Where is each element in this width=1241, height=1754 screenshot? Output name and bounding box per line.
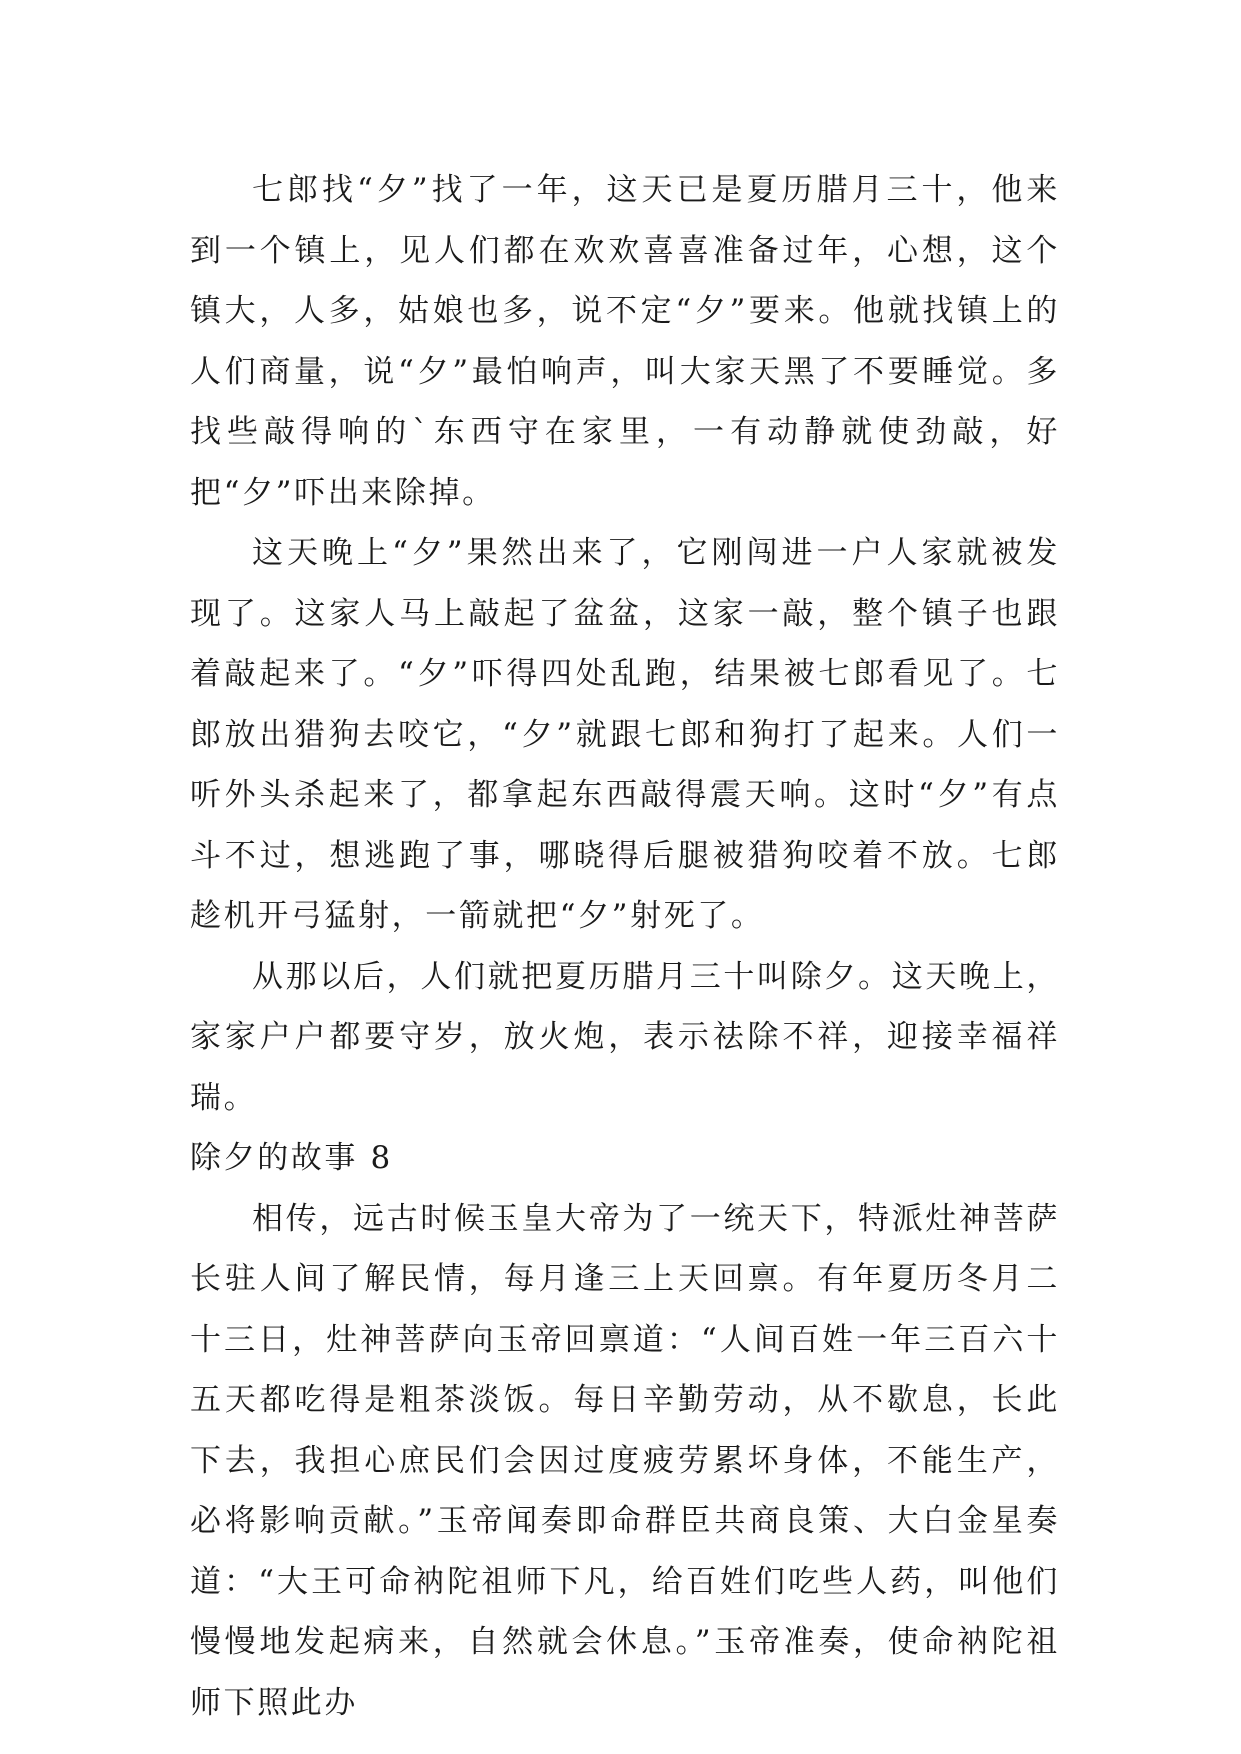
paragraph-legend-kitchen-god: 相传，远古时候玉皇大帝为了一统天下，特派灶神菩萨长驻人间了解民情，每月逢三上天回禀。有年夏历冬月二十三日，灶神菩萨向玉帝回禀道：“人间百姓一年三百六十五天都吃得是粗茶淡饭。每日辛勤劳动，从不歇息，长此下去，我担心庶民们会因过度疲劳累坏身体，不能生产，必将影响贡献。”玉帝闻奏即命群臣共商良策、大白金星奏道：“大王可命衲陀祖师下凡，给百姓们吃些人药，叫他们慢慢地发起病来，自然就会休息。”玉帝准奏，使命衲陀祖师下照此办 [190, 1200, 1060, 1721]
document-body [190, 160, 1060, 1733]
paragraph-qilang-search: 七郎找“夕”找了一年，这天已是夏历腊月三十，他来到一个镇上，见人们都在欢欢喜喜准备过年，心想，这个镇大，人多，姑娘也多，说不定“夕”要来。他就找镇上的人们商量，说“夕”最怕响声，叫大家天黑了不要睡觉。多找些敲得响的`东西守在家里，一有动静就使劲敲，好把“夕”吓出来除掉。 [190, 172, 1060, 511]
section-heading: 除夕的故事 8 [190, 1140, 393, 1176]
paragraph-nian-appears: 这天晚上“夕”果然出来了，它刚闯进一户人家就被发现了。这家人马上敲起了盆盆，这家一敲，整个镇子也跟着敲起来了。“夕”吓得四处乱跑，结果被七郎看见了。七郎放出猎狗去咬它，“夕”就跟七郎和狗打了起来。人们一听外头杀起来了，都拿起东西敲得震天响。这时“夕”有点斗不过，想逃跑了事，哪晓得后腿被猎狗咬着不放。七郎趁机开弓猛射，一箭就把“夕”射死了。 [190, 535, 1060, 934]
paragraph-chuxi-origin: 从那以后，人们就把夏历腊月三十叫除夕。这天晚上，家家户户都要守岁，放火炮，表示祛除不祥，迎接幸福祥瑞。 [190, 958, 1060, 1116]
